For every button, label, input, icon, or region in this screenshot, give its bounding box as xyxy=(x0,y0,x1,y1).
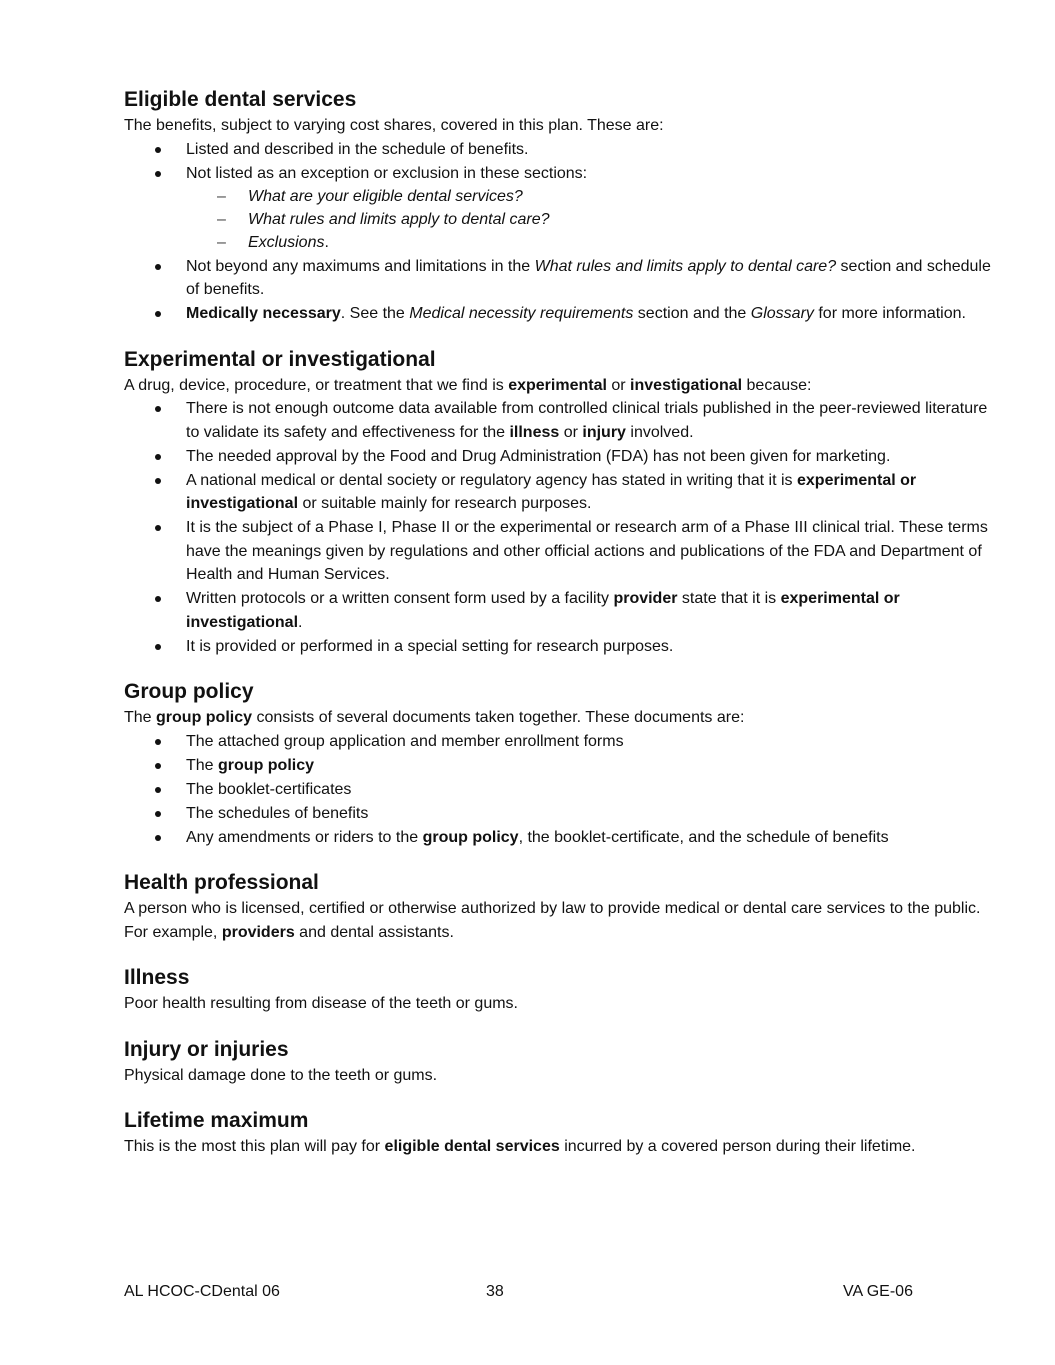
list-item: Not beyond any maximums and limitations in the What rules and limits apply to dental care? section and schedule of benefits. xyxy=(186,255,1004,302)
section-title: Illness xyxy=(124,966,190,989)
list-item: The booklet-certificates xyxy=(186,778,1004,802)
section-intro: A drug, device, procedure, or treatment that we find is experimental or investigational because: xyxy=(124,376,812,394)
list-item: Written protocols or a written consent form used by a facility provider state that it is experimental or investigational. xyxy=(186,587,1004,634)
list-item: There is not enough outcome data available from controlled clinical trials published in the peer-reviewed literature to validate its safety and effectiveness for the illness or injury involved. xyxy=(186,397,1004,444)
list-item: Medically necessary. See the Medical necessity requirements section and the Glossary for more information. xyxy=(186,302,1004,326)
section-title: Injury or injuries xyxy=(124,1037,289,1061)
sub-list-item: – What rules and limits apply to dental care? xyxy=(248,208,1004,231)
bullet-list xyxy=(124,730,1004,850)
bullet-list xyxy=(124,138,1004,326)
section-title: Group policy xyxy=(124,680,254,703)
section-text: Poor health resulting from disease of the teeth or gums. xyxy=(124,995,518,1012)
section-title: Lifetime maximum xyxy=(124,1109,309,1132)
section-lifetime-maximum xyxy=(124,1107,1004,1159)
section-group-policy xyxy=(124,678,1004,849)
section-title: Experimental or investigational xyxy=(124,347,436,371)
section-health-professional xyxy=(124,869,1004,944)
list-item: The needed approval by the Food and Drug Administration (FDA) has not been given for marketing. xyxy=(186,445,1004,469)
section-injury xyxy=(124,1036,1004,1088)
list-item: It is the subject of a Phase I, Phase II or the experimental or research arm of a Phase III clinical trial. These terms have the meanings given by regulations and other official actions and publications of the FDA and Department of Health and Human Services. xyxy=(186,516,1004,587)
footer-form-code: VA GE-06 xyxy=(843,1283,913,1300)
section-experimental-or-investigational xyxy=(124,346,1004,659)
section-text: This is the most this plan will pay for eligible dental services incurred by a covered person during their lifetime. xyxy=(124,1138,916,1155)
list-item: The attached group application and member enrollment forms xyxy=(186,730,1004,754)
footer-page-number: 38 xyxy=(486,1283,504,1300)
section-eligible-dental-services xyxy=(124,86,1004,326)
bullet-list xyxy=(124,397,1004,658)
section-text: Physical damage done to the teeth or gums. xyxy=(124,1066,438,1084)
section-intro: The benefits, subject to varying cost shares, covered in this plan. These are: xyxy=(124,117,664,134)
list-item: It is provided or performed in a special setting for research purposes. xyxy=(186,635,1004,659)
list-item: The group policy xyxy=(186,754,1004,778)
section-intro: The group policy consists of several documents taken together. These documents are: xyxy=(124,709,745,726)
list-item: Not listed as an exception or exclusion in these sections: – What are your eligible dental services? – What rules and limits apply to dental care? – Exclusions. xyxy=(186,162,1004,255)
list-item: A national medical or dental society or regulatory agency has stated in writing that it is experimental or investigational or suitable mainly for research purposes. xyxy=(186,469,1004,516)
sub-list xyxy=(186,185,1004,254)
section-title: Eligible dental services xyxy=(124,88,357,111)
footer-document-code: AL HCOC-CDental 06 xyxy=(124,1283,280,1300)
list-item: Any amendments or riders to the group policy, the booklet-certificate, and the schedule of benefits xyxy=(186,826,1004,850)
section-illness xyxy=(124,964,1004,1016)
document-page xyxy=(124,86,1004,1179)
section-text: A person who is licensed, certified or otherwise authorized by law to provide medical or dental care services to the public. For example, providers and dental assistants. xyxy=(124,900,981,941)
list-item: Listed and described in the schedule of benefits. xyxy=(186,138,1004,162)
sub-list-item: – Exclusions. xyxy=(248,231,1004,254)
list-item: The schedules of benefits xyxy=(186,802,1004,826)
sub-list-item: – What are your eligible dental services? xyxy=(248,185,1004,208)
section-title: Health professional xyxy=(124,871,319,894)
